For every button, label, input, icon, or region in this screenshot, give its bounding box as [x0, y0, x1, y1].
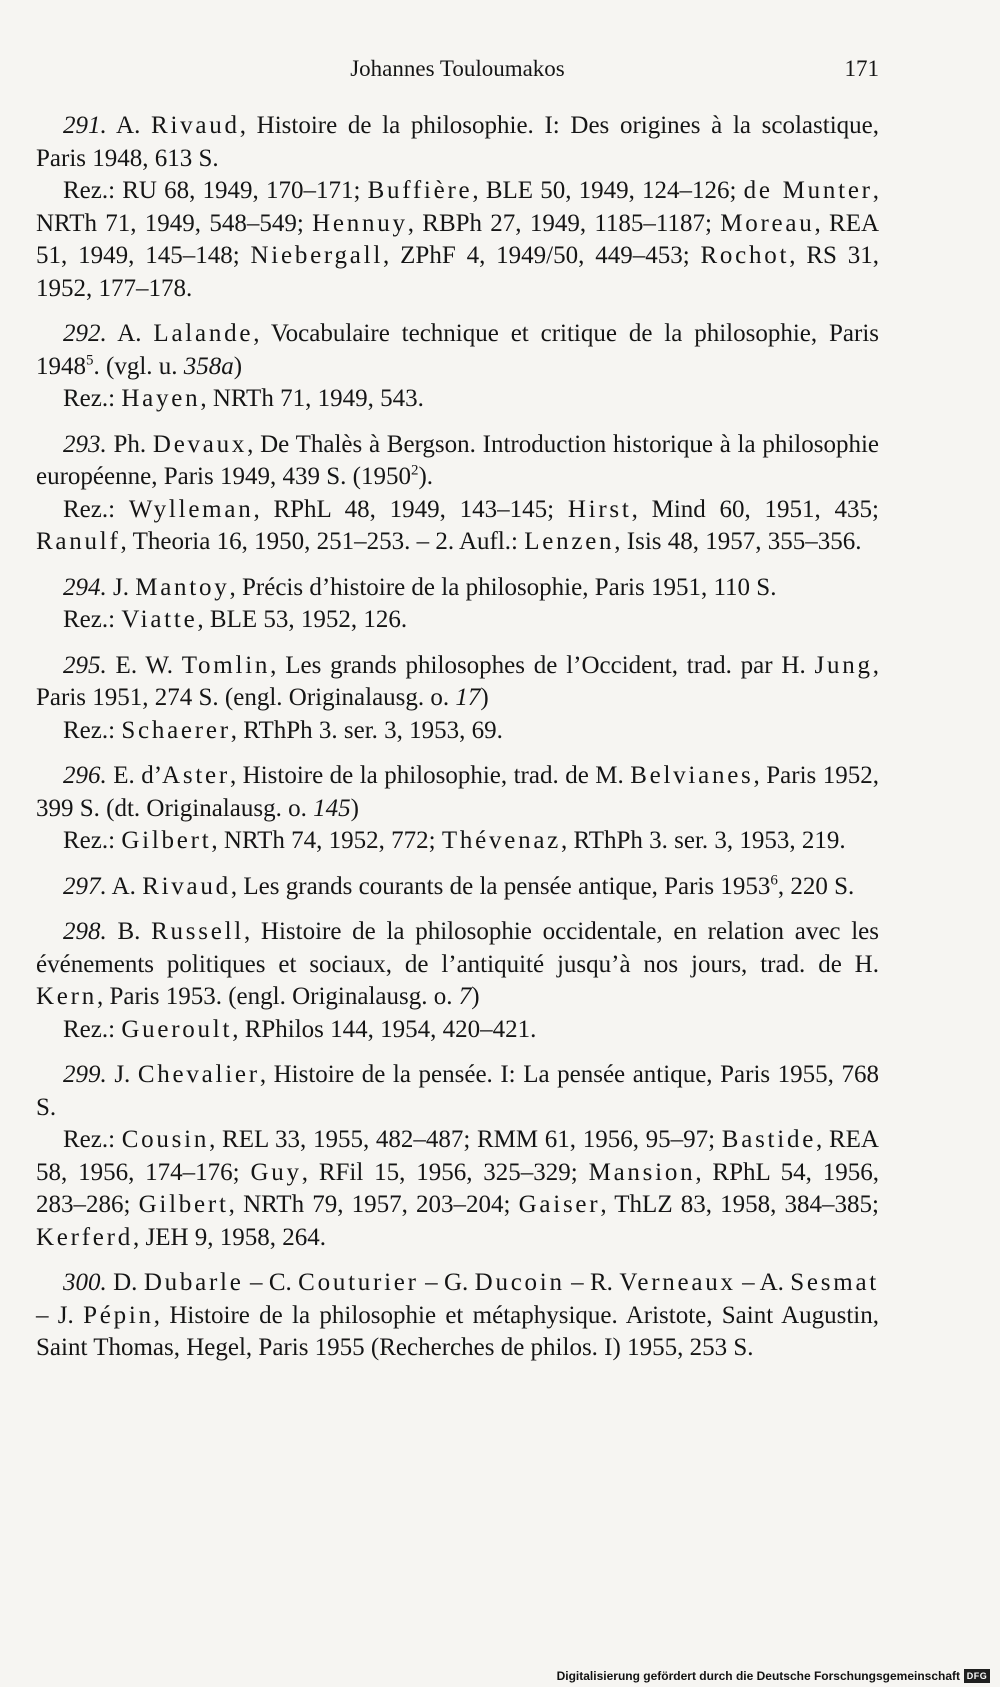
entry-citation [36, 318, 879, 383]
citation-text: , NRTh 79, 1957, 203–204; [228, 1191, 519, 1218]
author-name: Ducoin [474, 1269, 565, 1296]
author-name: Kern [36, 983, 97, 1010]
author-name: Dubarle [143, 1269, 244, 1296]
footer-text: Digitalisierung gefördert durch die Deutsche Forschungsgemeinschaft [556, 1669, 960, 1683]
author-name: Gilbert [138, 1191, 229, 1218]
citation-text: D. [106, 1269, 144, 1296]
entry-citation [36, 1059, 879, 1124]
citation-text: J. [106, 573, 136, 601]
edition-superscript: 6 [770, 872, 778, 889]
citation-text: ). [418, 463, 434, 490]
citation-text: , Les grands courants de la pensée antique, Paris 1953 [230, 872, 771, 900]
author-name: Russell [151, 918, 244, 945]
citation-text: , RPhilos 144, 1954, 420–421. [232, 1015, 537, 1043]
citation-text: Rez.: [63, 385, 122, 412]
citation-text: 145 [313, 794, 351, 822]
author-name: Hayen [121, 385, 201, 412]
citation-text: – J. [36, 1301, 84, 1329]
author-name: Aster [162, 762, 230, 789]
entry-number: 293. [63, 430, 107, 458]
running-header [36, 50, 879, 90]
author-name: Jung [814, 651, 873, 679]
citation-text: A. [106, 872, 143, 900]
entry-reviews [36, 604, 879, 637]
entry-number: 297. [63, 872, 107, 900]
citation-text: B. [106, 918, 152, 945]
author-name: Schaerer [121, 716, 231, 744]
citation-text: A. [106, 320, 154, 347]
citation-text: . (vgl. u. [93, 352, 184, 380]
entry-citation [36, 650, 879, 715]
entry-number: 295. [63, 651, 107, 679]
entry-citation [36, 871, 879, 904]
entry-citation [36, 110, 879, 175]
digitization-footer [557, 1669, 990, 1683]
citation-text: , RThPh 3. ser. 3, 1953, 69. [230, 716, 503, 744]
author-name: Belvianes [630, 762, 754, 789]
author-name: Couturier [298, 1269, 419, 1296]
bibliography-entry [36, 429, 879, 559]
author-name: Rochot [700, 242, 790, 269]
page-number: 171 [844, 56, 879, 81]
citation-text: Rez.: [63, 716, 122, 744]
citation-text: , RBPh 27, 1949, 1185–1187; [407, 209, 721, 237]
author-name: Bastide [721, 1126, 817, 1153]
author-name: Buffière [367, 177, 473, 204]
citation-text: ) [471, 983, 480, 1010]
author-name: Tomlin [181, 651, 271, 679]
author-name: Wylleman [128, 495, 254, 523]
author-name: Rivaud [151, 112, 240, 139]
entry-number: 294. [63, 573, 107, 601]
citation-text: E. W. [106, 651, 182, 679]
citation-text: , Paris 1953. (engl. Originalausg. o. [96, 983, 459, 1010]
citation-text: , REA 51, 1949, 145–148; [36, 209, 880, 269]
citation-text: , Les grands philosophes de l’Occident, trad. par H. [270, 651, 815, 679]
citation-text: , 220 S. [777, 872, 855, 900]
author-name: Guy [250, 1158, 302, 1186]
author-name: Devaux [152, 430, 248, 458]
entry-reviews [36, 494, 879, 559]
entry-reviews [36, 383, 879, 416]
entry-number: 296. [63, 762, 107, 789]
author-name: Lalande [153, 320, 254, 347]
author-name: Mantoy [135, 573, 230, 601]
entry-reviews [36, 175, 879, 305]
citation-text: , BLE 53, 1952, 126. [197, 606, 408, 633]
author-name: Hennuy [312, 209, 408, 237]
author-name: de Munter [743, 177, 873, 204]
entry-number: 299. [63, 1061, 107, 1088]
citation-text: – A. [735, 1269, 791, 1296]
author-name: Rivaud [142, 872, 231, 900]
citation-text: , Histoire de la pensée. I: La pensée antique, Paris 1955, 768 S. [36, 1061, 880, 1121]
citation-text: , RFil 15, 1956, 325–329; [301, 1158, 589, 1186]
citation-text: ) [233, 352, 243, 380]
bibliography-entry [36, 1267, 879, 1365]
citation-text: 17 [455, 684, 481, 711]
author-name: Gilbert [121, 827, 212, 854]
entry-number: 298. [63, 918, 107, 945]
bibliography-entry [36, 110, 879, 305]
bibliography-entry [36, 650, 879, 748]
citation-text: , Histoire de la philosophie occidentale, en relation avec les événements politiques et sociaux, de l’antiquité jusqu’à nos jours, trad. de H. [36, 918, 879, 978]
author-name: Viatte [121, 606, 198, 633]
citation-text: Rez.: [63, 1015, 122, 1043]
entry-reviews [36, 715, 879, 748]
citation-text: , Histoire de la philosophie et métaphysique. Aristote, Saint Augustin, Saint Thomas, Hegel, Paris 1955 (Recherches de philos. I) 1955, 253 S. [36, 1301, 880, 1361]
citation-text: , Paris 1951, 274 S. (engl. Originalausg. o. [36, 651, 879, 711]
entry-number: 292. [63, 320, 107, 347]
citation-text: , ThLZ 83, 1958, 384–385; [600, 1191, 879, 1218]
citation-text: , Histoire de la philosophie. I: Des origines à la scolastique, Paris 1948, 613 S. [36, 112, 879, 172]
entry-reviews [36, 1014, 879, 1047]
citation-text: 7 [458, 983, 472, 1010]
author-name: Ranulf [36, 528, 121, 555]
author-name: Kerferd [36, 1223, 133, 1251]
bibliography-entry [36, 572, 879, 637]
dfg-logo-icon: DFG [964, 1669, 990, 1683]
entry-reviews [36, 1124, 879, 1254]
citation-text: 358a [183, 352, 234, 380]
citation-text: , Vocabulaire technique et critique de la philosophie, Paris 1948 [36, 320, 879, 380]
header-author: Johannes Touloumakos [350, 56, 565, 81]
citation-text: , Histoire de la philosophie, trad. de M. [229, 762, 631, 789]
citation-text: ) [350, 794, 359, 822]
author-name: Moreau [720, 209, 815, 237]
citation-text: Rez.: [63, 827, 122, 854]
citation-text: , Précis d’histoire de la philosophie, Paris 1951, 110 S. [229, 573, 777, 601]
author-name: Niebergall [250, 242, 384, 269]
citation-text: , Isis 48, 1957, 355–356. [614, 528, 862, 555]
citation-text: , NRTh 71, 1949, 543. [200, 385, 424, 412]
citation-text: A. [106, 112, 152, 139]
entry-citation [36, 760, 879, 825]
entry-citation [36, 572, 879, 605]
citation-text: , RThPh 3. ser. 3, 1953, 219. [561, 827, 846, 854]
bibliography-entry [36, 916, 879, 1046]
citation-text: E. d’ [106, 762, 163, 789]
citation-text: – C. [243, 1269, 299, 1296]
citation-text: Ph. [106, 430, 153, 458]
entry-number: 300. [63, 1269, 107, 1296]
author-name: Verneaux [619, 1269, 736, 1296]
author-name: Lenzen [524, 528, 615, 555]
entry-reviews [36, 825, 879, 858]
edition-superscript: 2 [410, 462, 419, 479]
citation-text: , REA 58, 1956, 174–176; [36, 1126, 879, 1186]
author-name: Mansion [588, 1158, 696, 1186]
author-name: Thévenaz [441, 827, 562, 854]
entry-number: 291. [63, 112, 107, 139]
citation-text: Rez.: [63, 606, 122, 633]
author-name: Chevalier [137, 1061, 260, 1088]
citation-text: , RS 31, 1952, 177–178. [36, 242, 879, 302]
citation-text: , BLE 50, 1949, 124–126; [472, 177, 744, 204]
citation-text: J. [106, 1061, 138, 1088]
citation-text: Rez.: [63, 495, 129, 523]
entry-citation [36, 429, 879, 494]
edition-superscript: 5 [86, 352, 94, 369]
citation-text: , De Thalès à Bergson. Introduction historique à la philosophie européenne, Paris 1949, 439 S. (1950 [36, 430, 879, 490]
author-name: Cousin [121, 1126, 210, 1153]
citation-text: , Theoria 16, 1950, 251–253. – 2. Aufl.: [120, 528, 525, 555]
bibliography-entry [36, 1059, 879, 1254]
author-name: Pépin [83, 1301, 154, 1329]
author-name: Gueroult [121, 1015, 233, 1043]
author-name: Gaiser [518, 1191, 601, 1218]
author-name: Sesmat [790, 1269, 879, 1296]
citation-text: , JEH 9, 1958, 264. [132, 1223, 327, 1251]
citation-text: , Paris 1952, 399 S. (dt. Originalausg. o. [36, 762, 879, 822]
bibliography-entry [36, 871, 879, 904]
entry-citation [36, 916, 879, 1014]
citation-text: Rez.: RU 68, 1949, 170–171; [63, 177, 368, 204]
citation-text: , Mind 60, 1951, 435; [631, 495, 879, 523]
bibliography-entry [36, 318, 879, 416]
citation-text: , RPhL 48, 1949, 143–145; [253, 495, 568, 523]
citation-text: ) [480, 684, 489, 711]
author-name: Hirst [567, 495, 632, 523]
bibliography-entry [36, 760, 879, 858]
bibliography-list [36, 110, 879, 1378]
entry-citation [36, 1267, 879, 1365]
citation-text: – G. [418, 1269, 475, 1296]
citation-text: , ZPhF 4, 1949/50, 449–453; [383, 242, 701, 269]
citation-text: , NRTh 71, 1949, 548–549; [36, 177, 879, 237]
citation-text: – R. [564, 1269, 620, 1296]
citation-text: , REL 33, 1955, 482–487; RMM 61, 1956, 95–97; [209, 1126, 722, 1153]
citation-text: , RPhL 54, 1956, 283–286; [36, 1158, 880, 1218]
citation-text: Rez.: [63, 1126, 122, 1153]
citation-text: , NRTh 74, 1952, 772; [211, 827, 442, 854]
